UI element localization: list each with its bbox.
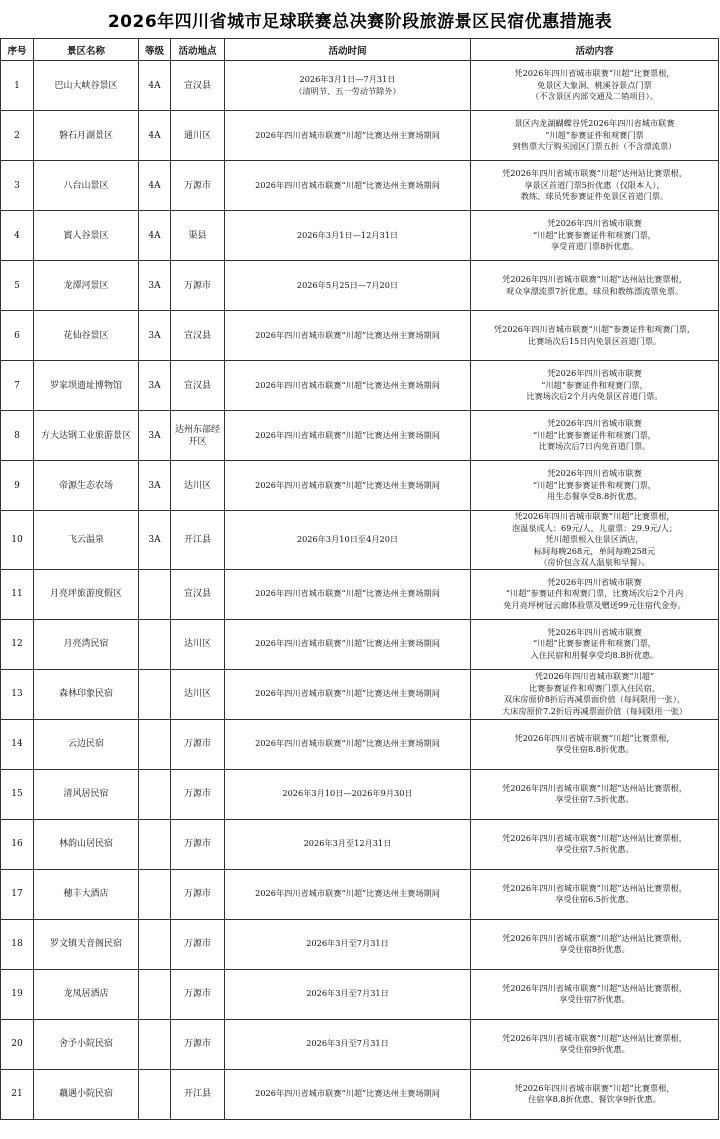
cell-time: 2026年四川省城市联赛“川超”比赛达州主赛场期间 xyxy=(225,311,471,361)
cell-place: 开江县 xyxy=(171,511,225,570)
cell-no: 11 xyxy=(1,569,34,619)
cell-no: 7 xyxy=(1,361,34,411)
cell-place: 万源市 xyxy=(171,161,225,211)
table-row xyxy=(1,111,719,161)
cell-name: 罗文镇天音阁民宿 xyxy=(34,919,139,969)
cell-content: 凭2026年四川省城市联赛“川超” 比赛参赛证件和观赛门票入住民宿， 双床房原价8折后再减票面价值（每间限用一张）， 大床房原价7.2折后再减票面价值（每间限用一张） xyxy=(471,669,719,719)
cell-time: 2026年四川省城市联赛“川超”比赛达州主赛场期间 xyxy=(225,461,471,511)
cell-grade xyxy=(139,819,171,869)
cell-place: 达川区 xyxy=(171,619,225,669)
header-row xyxy=(1,39,719,61)
cell-place: 万源市 xyxy=(171,919,225,969)
cell-place: 万源市 xyxy=(171,261,225,311)
cell-grade: 3A xyxy=(139,261,171,311)
cell-grade: 4A xyxy=(139,61,171,111)
cell-name: 方大达钢工业旅游景区 xyxy=(34,411,139,461)
cell-place: 宣汉县 xyxy=(171,311,225,361)
table-row xyxy=(1,669,719,719)
cell-grade: 3A xyxy=(139,411,171,461)
cell-grade xyxy=(139,969,171,1019)
cell-place: 宣汉县 xyxy=(171,361,225,411)
cell-grade xyxy=(139,619,171,669)
cell-name: 罗家坝遗址博物馆 xyxy=(34,361,139,411)
cell-place: 万源市 xyxy=(171,869,225,919)
cell-time: 2026年3月1日—7月31日 （清明节、五一劳动节除外） xyxy=(225,61,471,111)
table-row xyxy=(1,1069,719,1119)
cell-grade: 3A xyxy=(139,511,171,570)
table-row xyxy=(1,869,719,919)
table-row xyxy=(1,619,719,669)
cell-no: 6 xyxy=(1,311,34,361)
cell-time: 2026年四川省城市联赛“川超”比赛达州主赛场期间 xyxy=(225,669,471,719)
cell-no: 21 xyxy=(1,1069,34,1119)
table-row xyxy=(1,411,719,461)
cell-content: 凭2026年四川省城市联赛“川超”比赛票根， 免景区大象洞、桃溪谷景点门票 （不含景区内部交通及二销项目）。 xyxy=(471,61,719,111)
cell-content: 凭2026年四川省城市联赛“川超”比赛票根， 享受住宿8.8折优惠。 xyxy=(471,719,719,769)
discount-table xyxy=(0,38,719,1120)
cell-time: 2026年3月10日至4月20日 xyxy=(225,511,471,570)
cell-no: 9 xyxy=(1,461,34,511)
cell-name: 月亮湾民宿 xyxy=(34,619,139,669)
cell-name: 龙凤居酒店 xyxy=(34,969,139,1019)
cell-no: 14 xyxy=(1,719,34,769)
cell-name: 月亮坪旅游度假区 xyxy=(34,569,139,619)
header-content: 活动内容 xyxy=(471,39,719,61)
cell-grade: 4A xyxy=(139,211,171,261)
cell-no: 15 xyxy=(1,769,34,819)
cell-grade: 4A xyxy=(139,111,171,161)
cell-grade xyxy=(139,669,171,719)
cell-place: 万源市 xyxy=(171,719,225,769)
page-title: 2026年四川省城市足球联赛总决赛阶段旅游景区民宿优惠措施表 xyxy=(107,11,613,32)
cell-grade xyxy=(139,919,171,969)
cell-content: 凭2026年四川省城市联赛“川超”达州站比赛票根， 享受住宿8折优惠。 xyxy=(471,919,719,969)
cell-no: 20 xyxy=(1,1019,34,1069)
cell-time: 2026年3月至7月31日 xyxy=(225,969,471,1019)
cell-name: 磐石月湖景区 xyxy=(34,111,139,161)
cell-no: 2 xyxy=(1,111,34,161)
cell-name: 賨人谷景区 xyxy=(34,211,139,261)
cell-place: 宣汉县 xyxy=(171,61,225,111)
cell-content: 凭2026年四川省城市联赛“川超”参赛证件和观赛门票， 比赛场次后15日内免景区首道门票。 xyxy=(471,311,719,361)
cell-content: 凭2026年四川省城市联赛“川超”达州站比赛票根， 享受住宿6.5折优惠。 xyxy=(471,869,719,919)
cell-time: 2026年四川省城市联赛“川超”比赛达州主赛场期间 xyxy=(225,161,471,211)
cell-time: 2026年四川省城市联赛“川超”比赛达州主赛场期间 xyxy=(225,411,471,461)
table-row xyxy=(1,311,719,361)
cell-time: 2026年5月25日—7月20日 xyxy=(225,261,471,311)
cell-no: 3 xyxy=(1,161,34,211)
cell-content: 凭2026年四川省城市联赛 “川超”参赛证件和观赛门票， 比赛场次后2个月内免景区首道门票。 xyxy=(471,361,719,411)
cell-name: 舍予小院民宿 xyxy=(34,1019,139,1069)
table-row xyxy=(1,819,719,869)
cell-name: 清风居民宿 xyxy=(34,769,139,819)
header-place: 活动地点 xyxy=(171,39,225,61)
cell-grade xyxy=(139,769,171,819)
table-row xyxy=(1,1019,719,1069)
cell-time: 2026年3月1日—12月31日 xyxy=(225,211,471,261)
cell-place: 万源市 xyxy=(171,769,225,819)
header-name: 景区名称 xyxy=(34,39,139,61)
cell-time: 2026年3月至7月31日 xyxy=(225,919,471,969)
table-row xyxy=(1,569,719,619)
cell-content: 凭2026年四川省城市联赛 “川超”比赛参赛证件和观赛门票， 比赛场次后7日内免首道门票。 xyxy=(471,411,719,461)
cell-no: 16 xyxy=(1,819,34,869)
cell-content: 凭2026年四川省城市联赛“川超”比赛票根， 住宿享8.8折优惠、餐饮享9折优惠。 xyxy=(471,1069,719,1119)
cell-place: 达川区 xyxy=(171,669,225,719)
cell-no: 18 xyxy=(1,919,34,969)
header-grade: 等级 xyxy=(139,39,171,61)
header-time: 活动时间 xyxy=(225,39,471,61)
cell-place: 通川区 xyxy=(171,111,225,161)
cell-no: 8 xyxy=(1,411,34,461)
cell-no: 12 xyxy=(1,619,34,669)
cell-content: 凭2026年四川省城市联赛“川超”比赛票根， 泡温泉成人：69元/人，儿童票：29.9元/人； 凭川超票根入住景区酒店， 标间每晚268元，单间每晚258元 （房价包含双人温泉和早餐）。 xyxy=(471,511,719,570)
cell-grade: 3A xyxy=(139,361,171,411)
cell-time: 2026年3月10日—2026年9月30日 xyxy=(225,769,471,819)
cell-time: 2026年3月至12月31日 xyxy=(225,819,471,869)
table-row xyxy=(1,919,719,969)
table-row xyxy=(1,61,719,111)
cell-name: 龙潭河景区 xyxy=(34,261,139,311)
cell-place: 达州东部经开区 xyxy=(171,411,225,461)
table-body xyxy=(1,61,719,1120)
table-row xyxy=(1,211,719,261)
cell-place: 万源市 xyxy=(171,1019,225,1069)
cell-name: 巴山大峡谷景区 xyxy=(34,61,139,111)
cell-name: 穗丰大酒店 xyxy=(34,869,139,919)
cell-place: 万源市 xyxy=(171,819,225,869)
cell-content: 凭2026年四川省城市联赛 “川超”比赛参赛证件和观赛门票， 享受首道门票8折优惠。 xyxy=(471,211,719,261)
cell-no: 5 xyxy=(1,261,34,311)
cell-name: 八台山景区 xyxy=(34,161,139,211)
cell-place: 开江县 xyxy=(171,1069,225,1119)
cell-place: 万源市 xyxy=(171,969,225,1019)
cell-content: 凭2026年四川省城市联赛 “川超”参赛证件和观赛门票，比赛场次后2个月内 免月亮坪树冠云廊体验票及赠送99元住宿代金券。 xyxy=(471,569,719,619)
cell-grade xyxy=(139,719,171,769)
cell-grade xyxy=(139,1019,171,1069)
cell-content: 凭2026年四川省城市联赛 “川超”比赛参赛证件和观赛门票， 入住民宿和用餐享受均8.8折优惠。 xyxy=(471,619,719,669)
cell-no: 19 xyxy=(1,969,34,1019)
cell-no: 4 xyxy=(1,211,34,261)
table-row xyxy=(1,261,719,311)
cell-time: 2026年3月至7月31日 xyxy=(225,1019,471,1069)
cell-content: 凭2026年四川省城市联赛“川超”达州站比赛票根， 享受住宿7.5折优惠。 xyxy=(471,819,719,869)
cell-time: 2026年四川省城市联赛“川超”比赛达州主赛场期间 xyxy=(225,1069,471,1119)
cell-name: 森林印象民宿 xyxy=(34,669,139,719)
cell-place: 宣汉县 xyxy=(171,569,225,619)
cell-grade xyxy=(139,869,171,919)
cell-content: 凭2026年四川省城市联赛“川超”达州站比赛票根， 享受住宿9折优惠。 xyxy=(471,1019,719,1069)
cell-grade: 3A xyxy=(139,311,171,361)
cell-time: 2026年四川省城市联赛“川超”比赛达州主赛场期间 xyxy=(225,719,471,769)
table-row xyxy=(1,969,719,1019)
cell-no: 10 xyxy=(1,511,34,570)
cell-grade: 4A xyxy=(139,161,171,211)
cell-name: 飞云温泉 xyxy=(34,511,139,570)
header-no: 序号 xyxy=(1,39,34,61)
cell-content: 景区内龙湖蝴蝶谷凭2026年四川省城市联赛 “川超”参赛证件和观赛门票 到售票大厅购买园区门票五折（不含漂流票） xyxy=(471,111,719,161)
cell-content: 凭2026年四川省城市联赛“川超”达州站比赛票根， 享受住宿7.5折优惠。 xyxy=(471,769,719,819)
cell-no: 17 xyxy=(1,869,34,919)
cell-content: 凭2026年四川省城市联赛“川超”达州站比赛票根， 观众享漂流票7折优惠，球员和教练漂流票免票。 xyxy=(471,261,719,311)
cell-place: 渠县 xyxy=(171,211,225,261)
table-row xyxy=(1,461,719,511)
cell-no: 13 xyxy=(1,669,34,719)
cell-name: 林韵山居民宿 xyxy=(34,819,139,869)
cell-time: 2026年四川省城市联赛“川超”比赛达州主赛场期间 xyxy=(225,361,471,411)
table-row xyxy=(1,719,719,769)
cell-time: 2026年四川省城市联赛“川超”比赛达州主赛场期间 xyxy=(225,569,471,619)
cell-time: 2026年四川省城市联赛“川超”比赛达州主赛场期间 xyxy=(225,111,471,161)
cell-content: 凭2026年四川省城市联赛“川超”达州站比赛票根， 享景区首道门票5折优惠（仅限本人）， 教练、球员凭参赛证件免景区首道门票。 xyxy=(471,161,719,211)
table-row xyxy=(1,769,719,819)
cell-name: 帝源生态农场 xyxy=(34,461,139,511)
cell-no: 1 xyxy=(1,61,34,111)
cell-place: 达川区 xyxy=(171,461,225,511)
cell-time: 2026年四川省城市联赛“川超”比赛达州主赛场期间 xyxy=(225,619,471,669)
cell-grade: 3A xyxy=(139,461,171,511)
cell-content: 凭2026年四川省城市联赛 “川超”比赛参赛证件和观赛门票， 用生态餐享受8.8折优惠。 xyxy=(471,461,719,511)
table-row xyxy=(1,161,719,211)
table-row xyxy=(1,511,719,570)
cell-grade xyxy=(139,569,171,619)
table-row xyxy=(1,361,719,411)
cell-content: 凭2026年四川省城市联赛“川超”达州站比赛票根， 享受住宿7折优惠。 xyxy=(471,969,719,1019)
cell-time: 2026年四川省城市联赛“川超”比赛达州主赛场期间 xyxy=(225,869,471,919)
cell-name: 藕遇小院民宿 xyxy=(34,1069,139,1119)
cell-name: 云边民宿 xyxy=(34,719,139,769)
cell-name: 花仙谷景区 xyxy=(34,311,139,361)
cell-grade xyxy=(139,1069,171,1119)
